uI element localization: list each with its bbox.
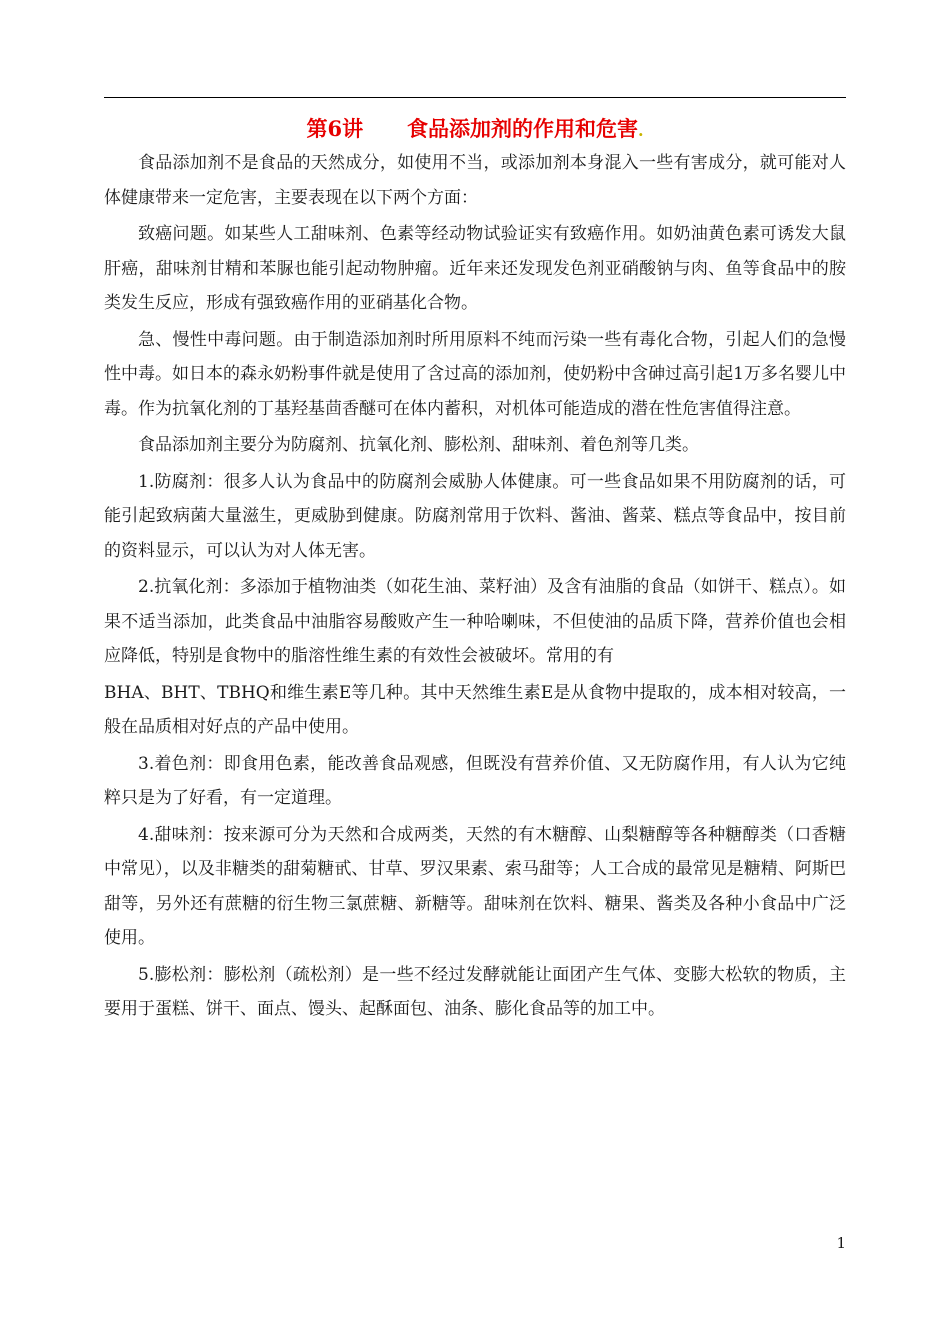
document-body [104, 146, 846, 1029]
page-title [104, 113, 846, 147]
paragraph-preservative: 1.防腐剂：很多人认为食品中的防腐剂会威胁人体健康。可一些食品如果不用防腐剂的话，可能引起致病菌大量滋生，更威胁到健康。防腐剂常用于饮料、酱油、酱菜、糕点等食品中，按目前的资料显示，可以认为对人体无害。 [104, 471, 846, 561]
paragraph-leavening: 5.膨松剂：膨松剂（疏松剂）是一些不经过发酵就能让面团产生气体、变膨大松软的物质，主要用于蛋糕、饼干、面点、馒头、起酥面包、油条、膨化食品等的加工中。 [104, 964, 846, 1019]
paragraph-categories: 食品添加剂主要分为防腐剂、抗氧化剂、膨松剂、甜味剂、着色剂等几类。 [138, 435, 699, 455]
page-number: 1 [836, 1234, 846, 1252]
paragraph-sweetener: 4.甜味剂：按来源可分为天然和合成两类，天然的有木糖醇、山梨糖醇等各种糖醇类（口香糖中常见），以及非糖类的甜菊糖甙、甘草、罗汉果素、索马甜等；人工合成的最常见是糖精、阿斯巴甜等，另外还有蔗糖的衍生物三氯蔗糖、新糖等。甜味剂在饮料、糖果、酱类及各种小食品中广泛使用。 [104, 824, 846, 948]
paragraph-antioxidant-cont: BHA、BHT、TBHQ和维生素E等几种。其中天然维生素E是从食物中提取的，成本相对较高，一般在品质相对好点的产品中使用。 [104, 682, 846, 737]
header-rule [104, 97, 846, 98]
paragraph-carcinogen: 致癌问题。如某些人工甜味剂、色素等经动物试验证实有致癌作用。如奶油黄色素可诱发大鼠肝癌，甜味剂甘精和苯脲也能引起动物肿瘤。近年来还发现发色剂亚硝酸钠与肉、鱼等食品中的胺类发生反应，形成有强致癌作用的亚硝基化合物。 [104, 224, 846, 313]
title-mark: . [637, 121, 644, 140]
paragraph-poisoning: 急、慢性中毒问题。由于制造添加剂时所用原料不纯而污染一些有毒化合物，引起人们的急慢性中毒。如日本的森永奶粉事件就是使用了含过高的添加剂，使奶粉中含砷过高引起1万多名婴儿中毒。作为抗氧化剂的丁基羟基茴香醚可在体内蓄积，对机体可能造成的潜在性危害值得注意。 [104, 329, 846, 419]
paragraph-intro: 食品添加剂不是食品的天然成分，如使用不当，或添加剂本身混入一些有害成分，就可能对人体健康带来一定危害，主要表现在以下两个方面： [104, 153, 846, 208]
title-text: 第6讲 食品添加剂的作用和危害 [306, 116, 638, 141]
paragraph-colorant: 3.着色剂：即食用色素，能改善食品观感，但既没有营养价值、又无防腐作用，有人认为它纯粹只是为了好看，有一定道理。 [104, 753, 846, 808]
paragraph-antioxidant: 2.抗氧化剂：多添加于植物油类（如花生油、菜籽油）及含有油脂的食品（如饼干、糕点）。如果不适当添加，此类食品中油脂容易酸败产生一种哈喇味，不但使油的品质下降，营养价值也会相应降低，特别是食物中的脂溶性维生素的有效性会被破坏。常用的有 [104, 577, 846, 666]
